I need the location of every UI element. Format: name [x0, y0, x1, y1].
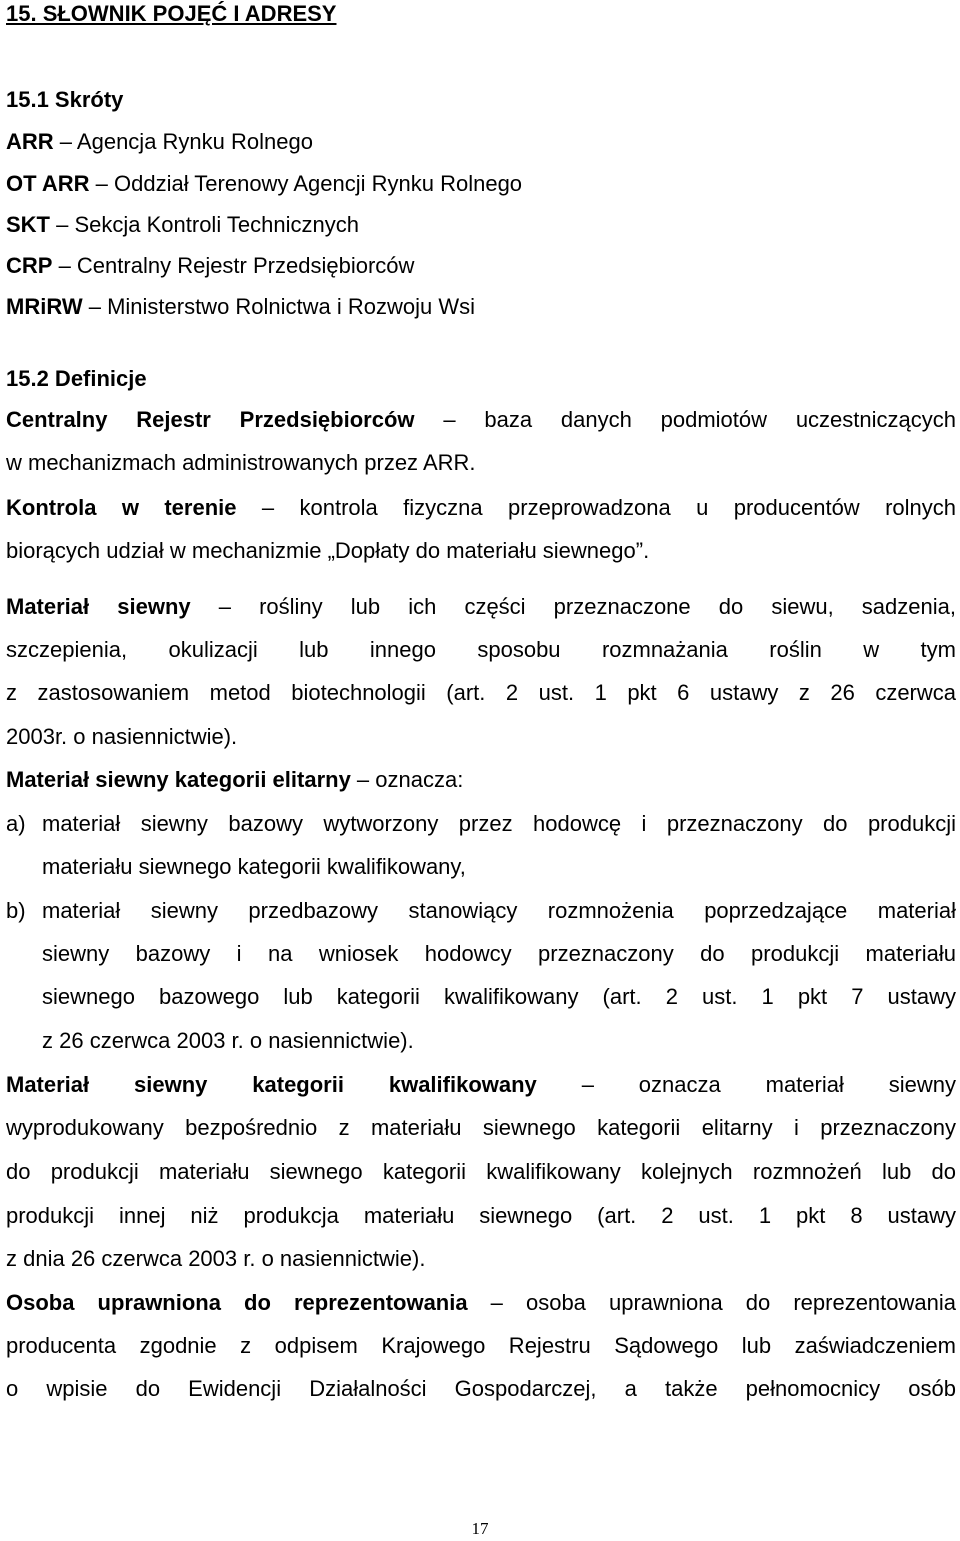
definition-kwalifikowany-line: Materiał siewny kategorii kwalifikowany – oznacza materiał siewny [6, 1072, 956, 1097]
definition-elitarny-a-line: materiał siewny bazowy wytworzony przez hodowcę i przeznaczony do produkcji [42, 811, 956, 836]
abbreviations-title: 15.1 Skróty [6, 87, 124, 112]
definitions-title: 15.2 Definicje [6, 366, 147, 391]
abbreviation-item: ARR – Agencja Rynku Rolnego [6, 129, 313, 154]
definition-kwalifikowany-line: do produkcji materiału siewnego kategorii kwalifikowany kolejnych rozmnożeń lub do [6, 1159, 956, 1184]
definition-material-line: szczepienia, okulizacji lub innego sposobu rozmnażania roślin w tym [6, 637, 956, 662]
definition-osoba-line: producenta zgodnie z odpisem Krajowego Rejestru Sądowego lub zaświadczeniem [6, 1333, 956, 1358]
definition-elitarny-b-line: z 26 czerwca 2003 r. o nasiennictwie). [42, 1028, 414, 1053]
definition-elitarny-a-line: materiału siewnego kategorii kwalifikowany, [42, 854, 466, 879]
definition-crp-line: w mechanizmach administrowanych przez ARR. [6, 450, 476, 475]
definition-material-line: 2003r. o nasiennictwie). [6, 724, 238, 749]
definition-elitarny-b-line: siewnego bazowego lub kategorii kwalifikowany (art. 2 ust. 1 pkt 7 ustawy [42, 984, 956, 1009]
list-marker-a: a) [6, 811, 26, 836]
definition-kwalifikowany-line: z dnia 26 czerwca 2003 r. o nasiennictwie). [6, 1246, 426, 1271]
definition-kontrola-line: biorących udział w mechanizmie „Dopłaty do materiału siewnego”. [6, 538, 650, 563]
definition-kwalifikowany-line: wyprodukowany bezpośrednio z materiału siewnego kategorii elitarny i przeznaczony [6, 1115, 956, 1140]
abbreviation-item: CRP – Centralny Rejestr Przedsiębiorców [6, 253, 415, 278]
definition-material-line: z zastosowaniem metod biotechnologii (art. 2 ust. 1 pkt 6 ustawy z 26 czerwca [6, 680, 956, 705]
abbreviation-item: MRiRW – Ministerstwo Rolnictwa i Rozwoju Wsi [6, 294, 476, 319]
section-heading: 15. SŁOWNIK POJĘĆ I ADRESY [6, 1, 337, 26]
definition-elitarny-b-line: siewny bazowy i na wniosek hodowcy przeznaczony do produkcji materiału [42, 941, 956, 966]
abbreviation-item: SKT – Sekcja Kontroli Technicznych [6, 212, 359, 237]
definition-osoba-line: o wpisie do Ewidencji Działalności Gospodarczej, a także pełnomocnicy osób [6, 1376, 956, 1401]
definition-osoba-line: Osoba uprawniona do reprezentowania – osoba uprawniona do reprezentowania [6, 1290, 956, 1315]
definition-crp-line: Centralny Rejestr Przedsiębiorców – baza danych podmiotów uczestniczących [6, 407, 956, 432]
definition-elitarny-b-line: materiał siewny przedbazowy stanowiący rozmnożenia poprzedzające materiał [42, 898, 956, 923]
definition-elitarny-line: Materiał siewny kategorii elitarny – oznacza: [6, 767, 464, 792]
list-marker-b: b) [6, 898, 26, 923]
definition-material-line: Materiał siewny – rośliny lub ich części przeznaczone do siewu, sadzenia, [6, 594, 956, 619]
definition-kwalifikowany-line: produkcji innej niż produkcja materiału siewnego (art. 2 ust. 1 pkt 8 ustawy [6, 1203, 956, 1228]
abbreviation-item: OT ARR – Oddział Terenowy Agencji Rynku Rolnego [6, 171, 523, 196]
page-number: 17 [471, 1519, 489, 1538]
definition-kontrola-line: Kontrola w terenie – kontrola fizyczna przeprowadzona u producentów rolnych [6, 495, 957, 520]
